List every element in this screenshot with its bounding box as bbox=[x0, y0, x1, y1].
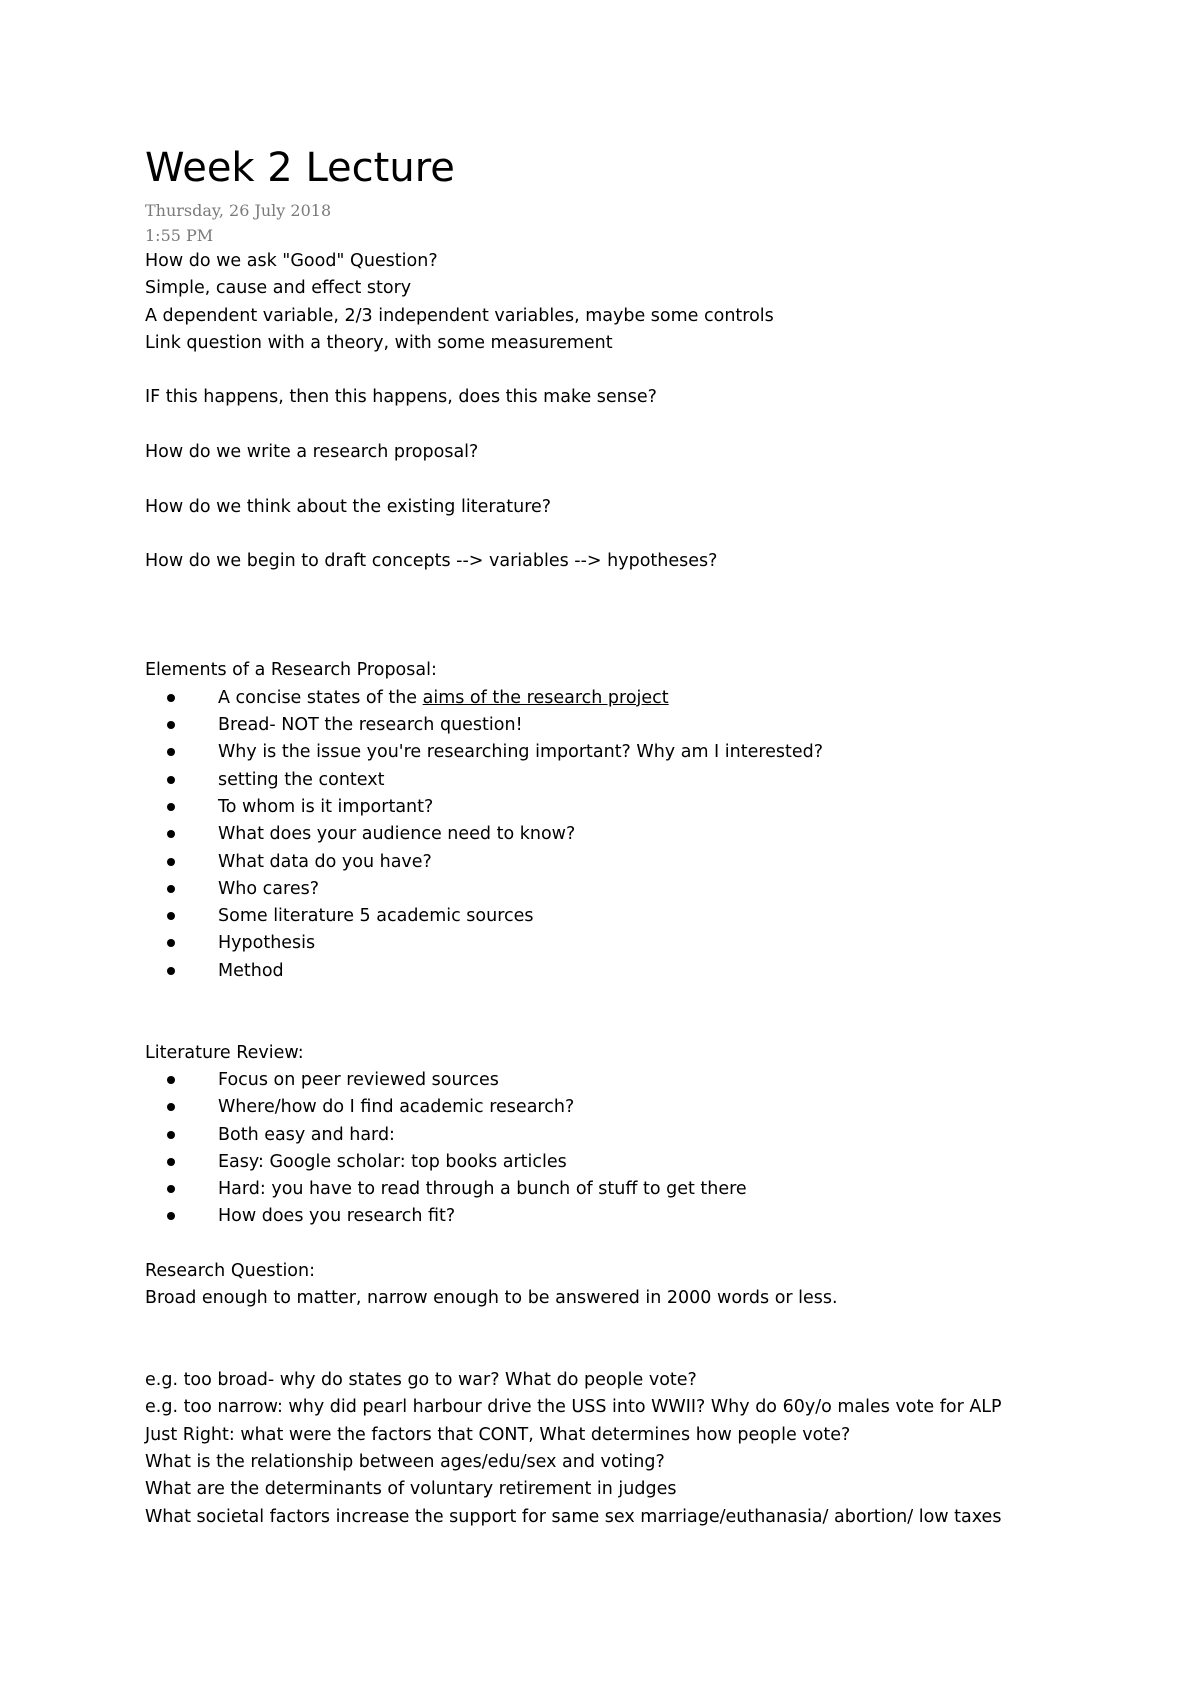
bullet-icon bbox=[167, 912, 175, 920]
list-item: Some literature 5 academic sources bbox=[145, 903, 1145, 930]
elements-heading: Elements of a Research Proposal: bbox=[145, 660, 437, 681]
list-item: Method bbox=[145, 958, 1145, 985]
intro-line: A dependent variable, 2/3 independent variables, maybe some controls bbox=[145, 305, 774, 326]
note-date: Thursday, 26 July 2018 bbox=[145, 201, 332, 220]
example-line: e.g. too broad- why do states go to war? What do people vote? bbox=[145, 1370, 697, 1391]
note-time: 1:55 PM bbox=[145, 226, 214, 245]
page-title: Week 2 Lecture bbox=[145, 145, 455, 191]
list-item: Why is the issue you're researching important? Why am I interested? bbox=[145, 739, 1145, 766]
research-question-text: Broad enough to matter, narrow enough to be answered in 2000 words or less. bbox=[145, 1288, 838, 1309]
bullet-icon bbox=[167, 748, 175, 756]
list-item: What does your audience need to know? bbox=[145, 821, 1145, 848]
research-question-heading: Research Question: bbox=[145, 1260, 316, 1281]
example-line: What societal factors increase the support for same sex marriage/euthanasia/ abortion/ low taxes bbox=[145, 1506, 1002, 1527]
bullet-icon bbox=[167, 1076, 175, 1084]
bullet-icon bbox=[167, 1185, 175, 1193]
example-line: e.g. too narrow: why did pearl harbour drive the USS into WWII? Why do 60y/o males vote for ALP bbox=[145, 1397, 1002, 1418]
bullet-icon bbox=[167, 1212, 175, 1220]
bullet-icon bbox=[167, 1103, 175, 1111]
list-item: How does you research fit? bbox=[145, 1203, 1145, 1230]
list-item: Hard: you have to read through a bunch of stuff to get there bbox=[145, 1176, 1145, 1203]
bullet-icon bbox=[167, 830, 175, 838]
bullet-icon bbox=[167, 885, 175, 893]
bullet-icon bbox=[167, 939, 175, 947]
list-item: What data do you have? bbox=[145, 849, 1145, 876]
bullet-icon bbox=[167, 803, 175, 811]
list-item: A concise states of the aims of the research project bbox=[145, 685, 1145, 712]
question-concepts: How do we begin to draft concepts --> variables --> hypotheses? bbox=[145, 551, 718, 572]
elements-list bbox=[145, 685, 1145, 985]
literature-list bbox=[145, 1067, 1145, 1231]
list-item: Who cares? bbox=[145, 876, 1145, 903]
intro-line: How do we ask "Good" Question? bbox=[145, 251, 438, 271]
underlined-text: aims of the research project bbox=[422, 687, 669, 708]
list-item: Focus on peer reviewed sources bbox=[145, 1067, 1145, 1094]
question-proposal: How do we write a research proposal? bbox=[145, 442, 479, 463]
list-item: Where/how do I find academic research? bbox=[145, 1094, 1145, 1121]
intro-line: Link question with a theory, with some measurement bbox=[145, 332, 613, 353]
if-line: IF this happens, then this happens, does this make sense? bbox=[145, 387, 657, 408]
question-literature: How do we think about the existing literature? bbox=[145, 496, 552, 517]
bullet-icon bbox=[167, 721, 175, 729]
list-item: setting the context bbox=[145, 767, 1145, 794]
bullet-icon bbox=[167, 1158, 175, 1166]
list-item: Hypothesis bbox=[145, 930, 1145, 957]
list-item: Both easy and hard: bbox=[145, 1122, 1145, 1149]
bullet-icon bbox=[167, 858, 175, 866]
intro-line: Simple, cause and effect story bbox=[145, 278, 412, 299]
note-page bbox=[145, 140, 1145, 1531]
literature-heading: Literature Review: bbox=[145, 1042, 304, 1063]
bullet-icon bbox=[167, 1131, 175, 1139]
bullet-icon bbox=[167, 967, 175, 975]
list-item: Easy: Google scholar: top books articles bbox=[145, 1149, 1145, 1176]
list-item: To whom is it important? bbox=[145, 794, 1145, 821]
list-item: Bread- NOT the research question! bbox=[145, 712, 1145, 739]
bullet-icon bbox=[167, 776, 175, 784]
example-line: What are the determinants of voluntary retirement in judges bbox=[145, 1479, 677, 1500]
example-line: What is the relationship between ages/edu/sex and voting? bbox=[145, 1452, 665, 1473]
bullet-icon bbox=[167, 694, 175, 702]
example-line: Just Right: what were the factors that CONT, What determines how people vote? bbox=[145, 1424, 851, 1445]
